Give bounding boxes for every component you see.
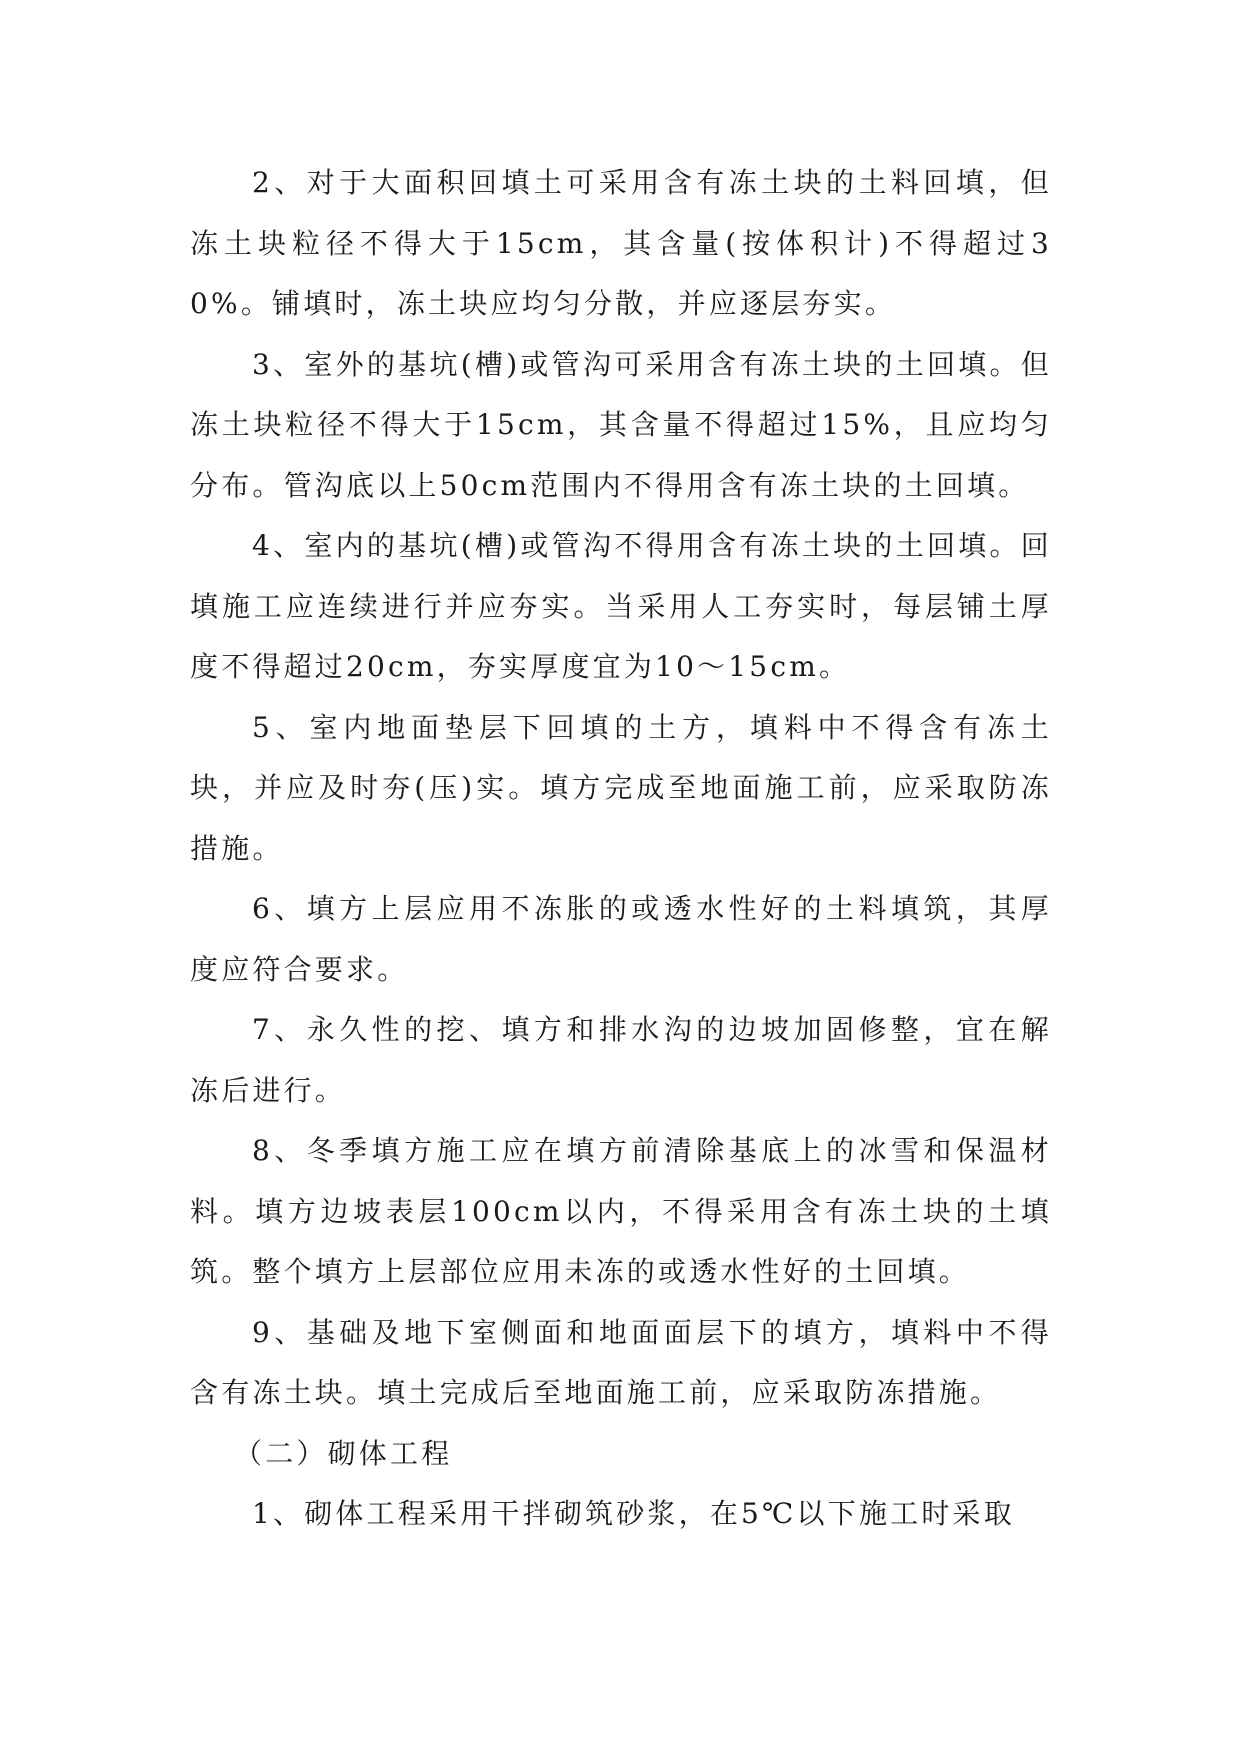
paragraph-item-5: 5、室内地面垫层下回填的土方，填料中不得含有冻土块，并应及时夯(压)实。填方完成至地面施工前，应采取防冻措施。 [190,710,1052,865]
paragraph-item-2: 2、对于大面积回填土可采用含有冻土块的土料回填，但冻土块粒径不得大于15cm，其含量(按体积计)不得超过30%。铺填时，冻土块应均匀分散，并应逐层夯实。 [190,166,1052,320]
section-heading: （二）砌体工程 [234,1436,453,1470]
paragraph-item-4: 4、室内的基坑(槽)或管沟不得用含有冻土块的土回填。回填施工应连续进行并应夯实。当采用人工夯实时，每层铺土厚度不得超过20cm，夯实厚度宜为10～15cm。 [190,529,1052,683]
document-body [190,153,1052,1545]
paragraph-item-3: 3、室外的基坑(槽)或管沟可采用含有冻土块的土回填。但冻土块粒径不得大于15cm，其含量不得超过15%，且应均匀分布。管沟底以上50cm范围内不得用含有冻土块的土回填。 [190,347,1052,502]
paragraph-item-6: 6、填方上层应用不冻胀的或透水性好的土料填筑，其厚度应符合要求。 [190,892,1052,986]
paragraph-item-8: 8、冬季填方施工应在填方前清除基底上的冰雪和保温材料。填方边坡表层100cm以内，不得采用含有冻土块的土填筑。整个填方上层部位应用未冻的或透水性好的土回填。 [190,1134,1052,1288]
paragraph-item-7: 7、永久性的挖、填方和排水沟的边坡加固修整，宜在解冻后进行。 [190,1013,1052,1107]
paragraph-item-9: 9、基础及地下室侧面和地面面层下的填方，填料中不得含有冻土块。填土完成后至地面施工前，应采取防冻措施。 [190,1315,1052,1409]
paragraph-masonry-1: 1、砌体工程采用干拌砌筑砂浆，在5℃以下施工时采取 [252,1497,1015,1530]
